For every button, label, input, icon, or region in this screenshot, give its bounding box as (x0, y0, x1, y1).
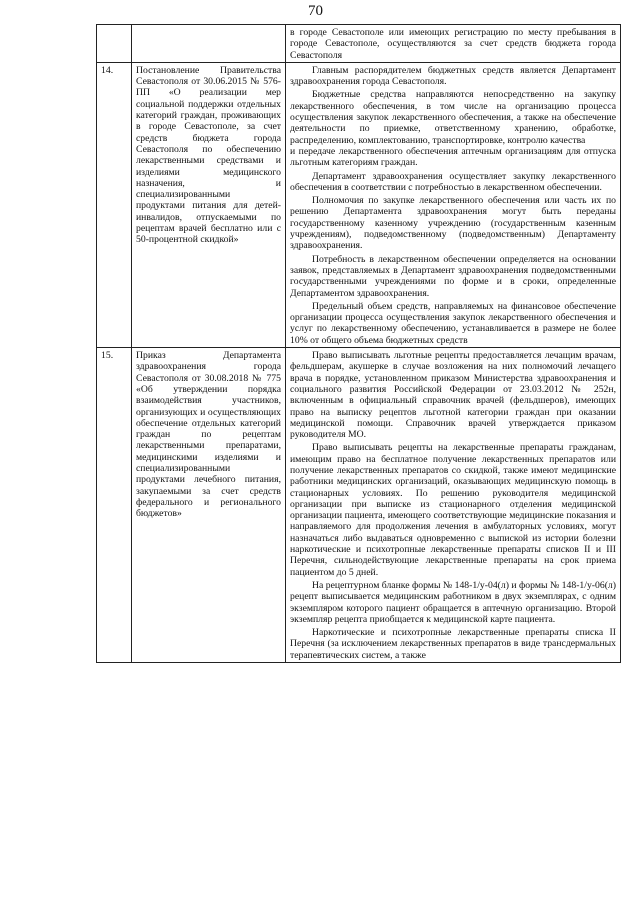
paragraph: и передаче лекарственного обеспечения аптечным организациям для отпуска льготным категориям граждан. (290, 145, 616, 169)
document-title: Постановление Правительства Севастополя от 30.06.2015 № 576-ПП «О реализации мер социальной поддержки отдельных категорий граждан, проживающих в городе Севастополе, за счет средств бюджета города Севастополя по обеспечению лекарственными средствами и изделиями медицинского назначения, и специализированными продуктами питания для детей-инвалидов, отпускаемыми по рецептам врачей бесплатно или с 50-процентной скидкой» (132, 62, 286, 347)
document-title: Приказ Департамента здравоохранения города Севастополя от 30.08.2018 № 775 «Об утверждении порядка взаимодействия участников, организующих и осуществляющих обеспечение отдельных категорий граждан по рецептам лекарственными препаратами, медицинскими изделиями и специализированными продуктами лечебного питания, закупаемыми за счет средств федерального и регионального бюджетов» (132, 348, 286, 663)
paragraph: Главным распорядителем бюджетных средств является Департамент здравоохранения города Севастополя. (290, 64, 616, 88)
paragraph: Потребность в лекарственном обеспечении определяется на основании заявок, представляемых в Департамент здравоохранения подведомственными государственными учреждениями по форме и в сроки, определенные Департаментом здравоохранения. (290, 253, 616, 299)
regulations-table (96, 24, 621, 663)
document-title (132, 25, 286, 63)
row-number: 14. (97, 62, 132, 347)
description-cell (286, 62, 621, 347)
paragraph: На рецептурном бланке формы № 148-1/у-04(л) и формы № 148-1/у-06(л) рецепт выписывается медицинским работником в двух экземплярах, с одним экземпляром которого пациент обращается в аптечную организацию. Второй экземпляр рецепта приобщается к медицинской карте пациента. (290, 579, 616, 625)
description-cell (286, 348, 621, 663)
paragraph: Наркотические и психотропные лекарственные препараты списка II Перечня (за исключением лекарственных препаратов в виде трансдермальных терапевтических систем, а также (290, 627, 616, 661)
page-number: 70 (308, 3, 323, 19)
paragraph: Полномочия по закупке лекарственного обеспечения или часть их по решению Департамента здравоохранения могут быть переданы государственному казенному учреждению (государственным казенным учреждениям), подведомственному (подведомственным) Департаменту здравоохранения. (290, 195, 616, 252)
paragraph: Право выписывать льготные рецепты предоставляется лечащим врачам, фельдшерам, акушерке в случае возложения на них полномочий лечащего врача в порядке, установленном приказом Министерства здравоохранения и социального развития Российской Федерации от 23.03.2012 № 252н, включенным в официальный справочник врачей (фельдшеров), имеющих право на выписку рецептов льготной категории граждан при оказании медицинской помощи. Справочник врачей утверждается приказом руководителя МО. (290, 350, 616, 441)
paragraph: Бюджетные средства направляются непосредственно на закупку лекарственного обеспечения, в том числе на организацию процесса осуществления закупок лекарственного обеспечения, а также на обеспечение деятельности по приемке, ответственному хранению, обработке, распределению, комплектованию, транспортировке, контролю качества (290, 89, 616, 146)
paragraph: в городе Севастополе или имеющих регистрацию по месту пребывания в городе Севастополе, осуществляются за счет средств бюджета города Севастополя (290, 27, 616, 61)
paragraph: Департамент здравоохранения осуществляет закупку лекарственного обеспечения в соответствии с потребностью в лекарственном обеспечении. (290, 170, 616, 193)
table-row (97, 25, 621, 63)
row-number (97, 25, 132, 63)
description-cell (286, 25, 621, 63)
table-row (97, 62, 621, 347)
paragraph: Право выписывать рецепты на лекарственные препараты гражданам, имеющим право на бесплатное получение лекарственных препаратов или получение лекарственных препаратов со скидкой, также имеют медицинские работники медицинских организаций, оказывающих медицинскую помощь в стационарных условиях. По решению руководителя медицинской организации при выписке из стационарного отделения медицинской организации пациента, имеющего соответствующие медицинские показания и направляемого для продолжения лечения в амбулаторных условиях, могут назначаться либо выдаваться одновременно с выпиской из истории болезни наркотические и психотропные лекарственные препараты списков II и III Перечня, сильнодействующие лекарственные препараты на срок приема пациентом до 5 дней. (290, 442, 616, 578)
table-row (97, 348, 621, 663)
row-number: 15. (97, 348, 132, 663)
paragraph: Предельный объем средств, направляемых на финансовое обеспечение организации процесса осуществления закупок лекарственного обеспечения и услуг по лекарственному обеспечению, устанавливается в размере не более 10% от общего объема бюджетных средств (290, 300, 616, 346)
